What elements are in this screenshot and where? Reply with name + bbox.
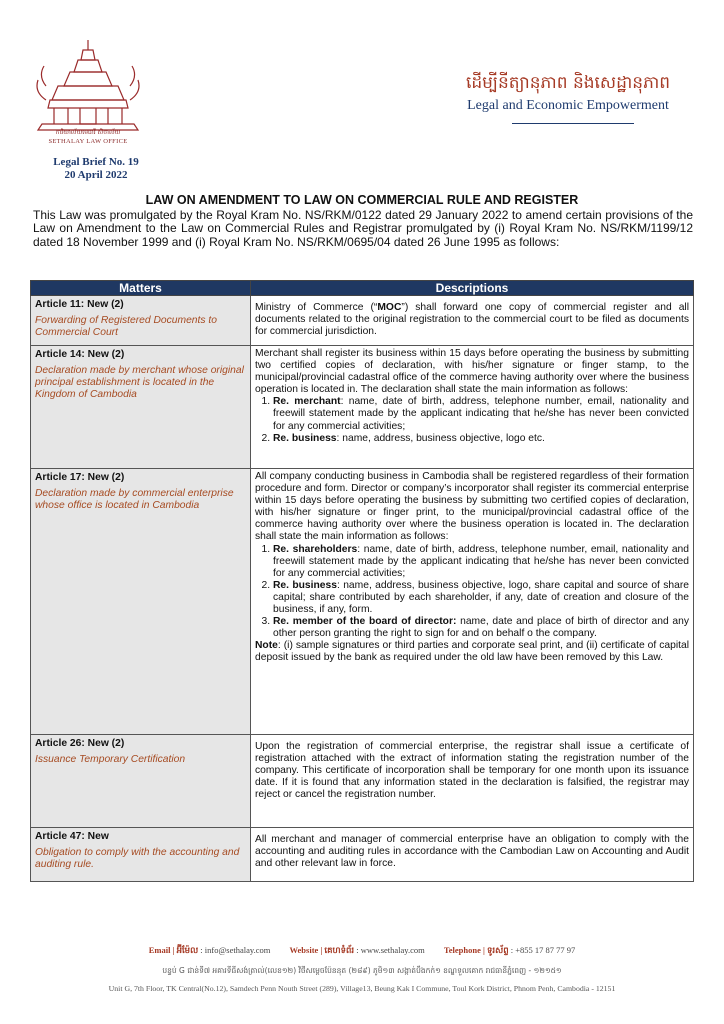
phone-label: Telephone | ទូរស័ព្ទ <box>443 945 509 955</box>
item-text: : name, address, business objective, logo, share capital and source of share capital; share contributed by each shareholder, if any, date of creation and closure of the business, if any, form. <box>273 579 689 616</box>
footer-address-khmer: បន្ទប់ G ជាន់ទី៧ អគារទីធីសង់ត្រាល់(លេខ១២) វិថីសម្តេចប៉ែននុត (២៨៩) ភូមិ១៣ សង្កាត់បឹងកក់១ ខណ្ឌទួលគោក រាជធានីភ្នំពេញ - ១២១៥១ <box>162 966 562 975</box>
logo-khmer-text: ការិយាល័យមេធាវី សិថាល័យ <box>55 129 121 136</box>
articles-table <box>30 280 694 882</box>
article-subtitle: Forwarding of Registered Documents to Commercial Court <box>35 315 217 339</box>
description-cell <box>251 469 694 735</box>
list-item <box>273 616 689 640</box>
matter-cell <box>31 346 251 469</box>
item-text: name, date and place of birth of director and any other person granting the right to sign for and on behalf o the company. <box>273 616 689 640</box>
brand-khmer-tagline: ដើម្បីនីត្យានុភាព និងសេដ្ឋានុភាព <box>465 73 671 93</box>
note-label: Note <box>255 640 278 652</box>
matter-cell <box>31 469 251 735</box>
brief-info <box>48 156 144 182</box>
table-row <box>31 828 694 882</box>
list-item <box>273 433 689 445</box>
note <box>255 640 689 664</box>
matter-cell <box>31 828 251 882</box>
info-list <box>255 396 689 444</box>
table-header-row <box>31 281 694 296</box>
desc-text: All merchant and manager of commercial enterprise have an obligation to comply with the accounting and auditing rules in accordance with the Cambodian Law on Accounting and Audit and other relevant law in force. <box>255 834 689 870</box>
article-number: Article 47: New <box>35 831 109 842</box>
desc-text: All company conducting business in Cambodia shall be registered regardless of their formation procedure and form. Director or company’s incorporator shall register its commercial enterprise within 15 days before operating the business by submitting two certified copies of declaration, with his/her signature or finger print, to the municipal/provincial cadastral office of the commerce having authority over where the business operation is located in. The declaration shall state the main information as follows: <box>255 471 689 543</box>
brief-date: 20 April 2022 <box>64 169 128 181</box>
article-number: Article 17: New (2) <box>35 472 125 483</box>
article-subtitle: Declaration made by commercial enterprise whose office is located in Cambodia <box>35 488 234 512</box>
table-row <box>31 469 694 735</box>
header-matters: Matters <box>31 281 251 296</box>
email-value[interactable]: : info@sethalay.com <box>200 945 271 955</box>
article-number: Article 14: New (2) <box>35 349 125 360</box>
description-cell <box>251 296 694 346</box>
table-row <box>31 346 694 469</box>
article-subtitle: Declaration made by merchant whose original principal establishment is located in the Kingdom of Cambodia <box>35 365 244 401</box>
article-number: Article 11: New (2) <box>35 299 124 310</box>
matter-cell <box>31 735 251 828</box>
brief-number: Legal Brief No. 19 <box>53 156 139 168</box>
desc-bold: MOC <box>377 302 402 313</box>
footer-contacts <box>0 945 724 958</box>
item-label: Re. member of the board of director: <box>273 616 457 628</box>
website-value[interactable]: : www.sethalay.com <box>356 945 425 955</box>
description-cell <box>251 735 694 828</box>
list-item <box>273 580 689 616</box>
item-label: Re. merchant <box>273 396 341 408</box>
list-item <box>273 396 689 432</box>
brand-divider <box>512 123 634 124</box>
item-text: : name, address, business objective, logo etc. <box>336 432 545 444</box>
article-number: Article 26: New (2) <box>35 738 125 749</box>
item-text: : name, date of birth, address, telephone number, email, nationality and freewill statement made by the applicant indicating that he/she has never been convicted for any commercial activities; <box>273 396 689 432</box>
logo-english-text: SETHALAY LAW OFFICE <box>48 138 128 145</box>
list-item <box>273 544 689 580</box>
description-cell <box>251 346 694 469</box>
document-title: LAW ON AMENDMENT TO LAW ON COMMERCIAL RULE AND REGISTER <box>145 193 579 207</box>
item-label: Re. shareholders <box>273 543 358 555</box>
article-subtitle: Obligation to comply with the accounting and auditing rule. <box>35 847 240 871</box>
header-descriptions: Descriptions <box>251 281 694 296</box>
note-text: : (i) sample signatures or third parties and corporate seal print, and (ii) certificate of capital deposit issued by the bank as required under the old law have been removed by this Law. <box>255 640 689 664</box>
description-cell <box>251 828 694 882</box>
website-label: Website | គេហទំព័រ <box>289 945 355 955</box>
desc-text: Merchant shall register its business within 15 days before operating the business by submitting two certified copies of declaration, with his/her signature or finger stamp, to the municipal/provincial cadastral office of the commerce having authority over where the business operation is located in. The declaration shall state the main information as follows: <box>255 348 689 396</box>
brand-english-tagline: Legal and Economic Empowerment <box>467 98 669 113</box>
item-text: : name, date of birth, address, telephone number, email, nationality and freewill statement made by the applicant indicating that he/she has never been convicted for any commercial activities; <box>273 543 689 579</box>
intro-paragraph: This Law was promulgated by the Royal Kram No. NS/RKM/0122 dated 29 January 2022 to amend certain provisions of the Law on Amendment to the Law on Commercial Rules and Registrar promulgated by (i) Royal Kram No. NS/RKM/1199/12 dated 18 November 1999 and (i) Royal Kram No. NS/RKM/0695/04 dated 26 June 1995 as follows: <box>33 208 693 249</box>
item-label: Re. business <box>273 579 337 591</box>
footer-address-english: Unit G, 7th Floor, TK Central(No.12), Samdech Penn Nouth Street (289), Village13, Beung Kak I Commune, Toul Kork District, Phnom Penh, Cambodia - 12151 <box>108 984 616 993</box>
matter-cell <box>31 296 251 346</box>
phone-value: : +855 17 87 77 97 <box>510 945 576 955</box>
article-subtitle: Issuance Temporary Certification <box>35 754 186 766</box>
desc-text: ”) shall forward one copy of commercial register and all documents related to the original registration to the commercial court to be filed as documents for commercial jurisdiction. <box>255 302 690 338</box>
table-row <box>31 735 694 828</box>
desc-text: Ministry of Commerce (“ <box>255 302 378 313</box>
email-label: Email | អ៊ីម៉ែល <box>148 945 199 955</box>
desc-text: Upon the registration of commercial enterprise, the registrar shall issue a certificate of registration attached with the extract of information stating the registration number of the company. This certificate of incorporation shall be temporary for one month upon its issuance date. If it is found that any information stated in the declaration is falsified, the registrar may reject or cancel the registration number. <box>255 741 689 801</box>
info-list <box>255 544 689 641</box>
item-label: Re. business <box>273 432 337 444</box>
table-row <box>31 296 694 346</box>
